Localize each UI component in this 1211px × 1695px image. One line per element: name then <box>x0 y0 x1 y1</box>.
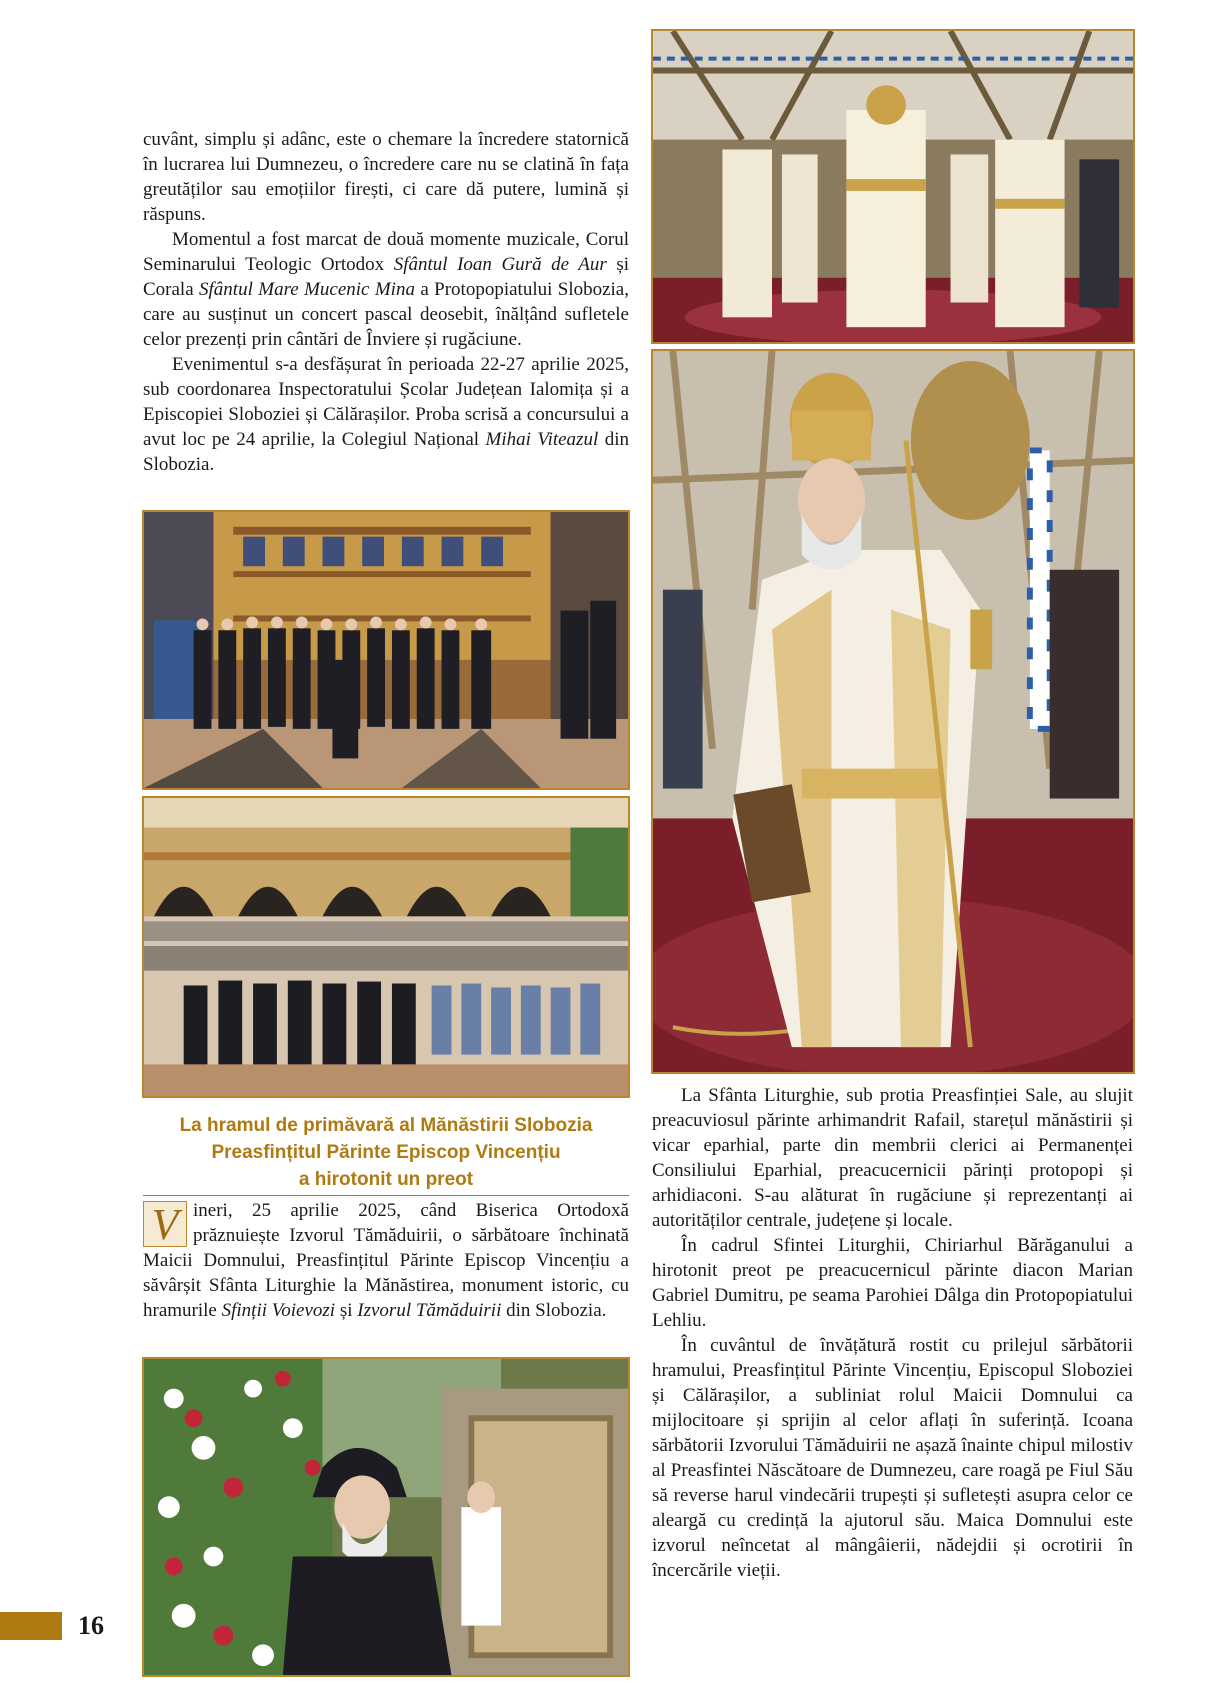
drop-cap: V <box>143 1201 187 1247</box>
headline-line: a hirotonit un preot <box>298 1169 474 1190</box>
photo-group-at-monastery <box>142 796 630 1098</box>
footer-accent-bar <box>0 1612 62 1640</box>
photo-bishop-at-icon <box>142 1357 630 1677</box>
headline-line: La hramul de primăvară al Mănăstirii Slobozia <box>179 1115 593 1136</box>
paragraph: Evenimentul s-a desfășurat în perioada 22-27 aprilie 2025, sub coordonarea Inspectoratului Școlar Județean Ialomița și a Episcopiei Sloboziei și Călărașilor. Proba scrisă a concursului a avut loc pe 24 aprilie, la Colegiul Național Mihai Viteazul din Slobozia. <box>143 354 630 475</box>
article-text-right <box>652 1083 1133 1583</box>
paragraph: În cuvântul de învățătură rostit cu prilejul sărbătorii hramului, Preasfințitul Părinte Vincențiu, Episcopul Sloboziei și Călărașilor, a subliniat rolul Maicii Domnului ca mijlocitoare și sprijin al celor aflați în suferință. Icoana sărbătorii Izvorului Tămăduirii ne așază înainte chipul milostiv al Preasfintei Născătoare de Dumnezeu, care roagă pe Fiul Său să reverse harul vindecării trupești și sufletești asupra celor ce aleargă cu credință la ajutorul său. Maica Domnului este izvorul neîncetat al mângâierii, nădejdii și ocrotirii în încercările vieții. <box>652 1335 1133 1581</box>
paragraph: În cadrul Sfintei Liturghii, Chiriarhul Bărăganului a hirotonit preot pe preacucernicul părinte diacon Marian Gabriel Dumitru, pe seama Parohiei Dâlga din Protopopiatului Lehliu. <box>652 1235 1133 1331</box>
paragraph: cuvânt, simplu și adânc, este o chemare la încredere statornică în lucrarea lui Dumnezeu, o încredere care nu se clatină în fața greutăților sau emoțiilor firești, ci care dă putere, lumină și răspuns. <box>143 129 629 225</box>
paragraph: V ineri, 25 aprilie 2025, când Biserica Ortodoxă prăznuiește Izvorul Tămăduirii, o sărbătoare închinată Maicii Domnului, Preasfințitul Părinte Episcop Vincențiu a săvârșit Sfânta Liturghie la Mănăstirea, monument istoric, cu hramurile Sfinții Voievozi și Izvorul Tămăduirii din Slobozia. <box>143 1200 629 1321</box>
page-number: 16 <box>78 1611 104 1640</box>
article-text-continued <box>143 127 629 477</box>
article-intro <box>143 1198 629 1323</box>
photo-bishop-portrait <box>651 349 1135 1074</box>
article-headline <box>143 1112 629 1193</box>
photo-clergy-procession <box>651 29 1135 344</box>
photo-choir-in-cathedral <box>142 510 630 790</box>
paragraph: La Sfânta Liturghie, sub protia Preasfinției Sale, au slujit preacuviosul părinte arhimandrit Rafail, starețul mănăstirii și vicar eparhial, parte din membrii clerici ai Permanenței Consiliului Eparhial, preacucernicii părinți protopopi și arhidiaconi. S-au alăturat în rugăciune și reprezentanți ai autorităților centrale, județene și locale. <box>652 1085 1133 1231</box>
paragraph: Momentul a fost marcat de două momente muzicale, Corul Seminarului Teologic Ortodox Sfântul Ioan Gură de Aur și Corala Sfântul Mare Mucenic Mina a Protopopiatului Slobozia, care au susținut un concert pascal deosebit, înălțând sufletele celor prezenți prin cântări de Înviere și rugăciune. <box>143 229 629 350</box>
headline-divider <box>143 1195 629 1196</box>
headline-line: Preasfințitul Părinte Episcop Vincențiu <box>211 1142 561 1163</box>
